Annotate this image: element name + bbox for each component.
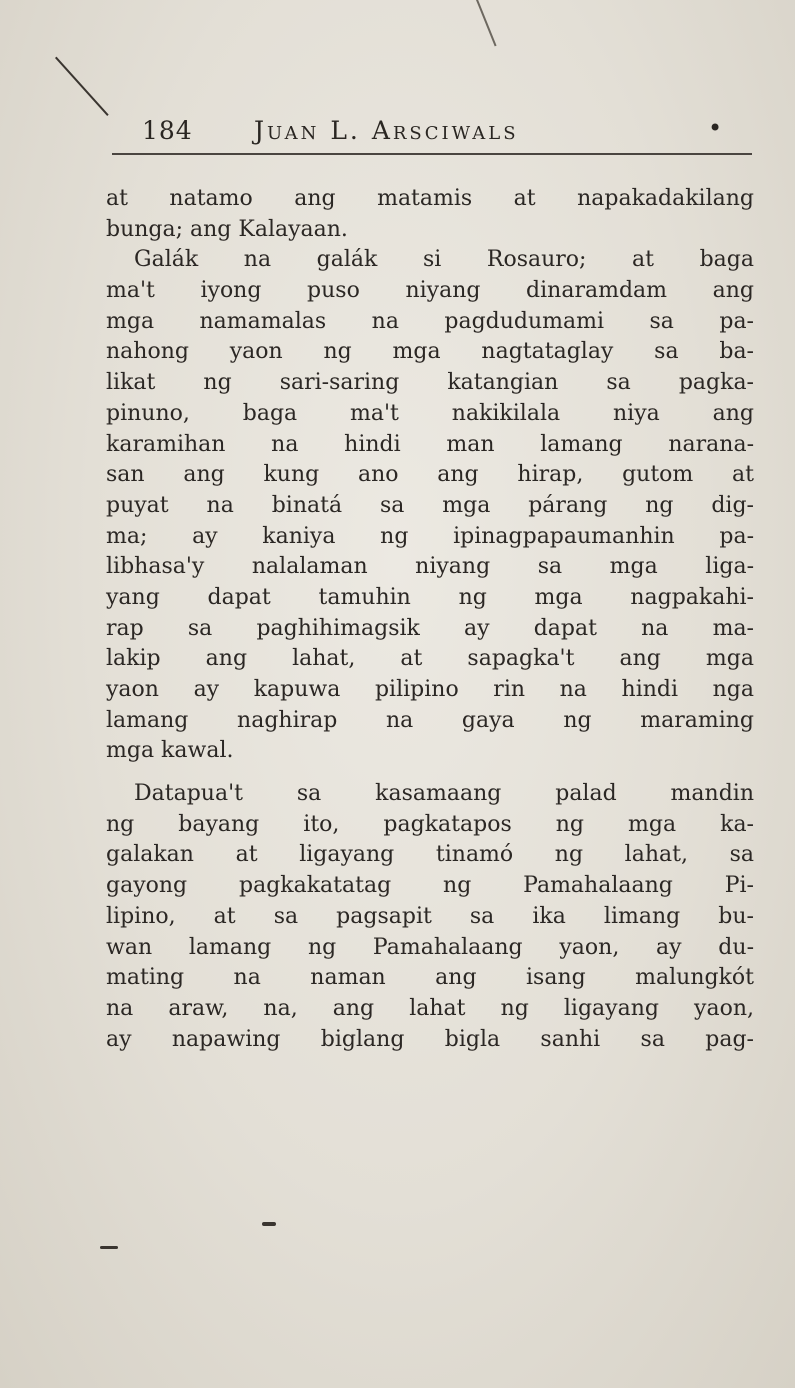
text-line: mating na naman ang isang malungkót [106,965,754,991]
text-line: rap sa paghihimagsik ay dapat na ma- [106,615,754,641]
text-line: galakan at ligayang tinamó ng lahat, sa [106,842,754,868]
text-line: nahong yaon ng mga nagtataglay sa ba- [106,339,754,365]
body-text [106,184,754,1055]
ink-mark [262,1222,276,1226]
text-line: ng bayang ito, pagkatapos ng mga ka- [106,811,754,837]
text-line: likat ng sari-saring katangian sa pagka- [106,370,754,396]
page-scratch-mark [476,0,497,46]
text-line: bunga; ang Kalayaan. [106,216,348,242]
text-line: karamihan na hindi man lamang narana- [106,431,754,457]
text-line: na araw, na, ang lahat ng ligayang yaon, [106,995,754,1021]
text-line: at natamo ang matamis at napakadakilang [106,186,754,211]
text-line: Galák na galák si Rosauro; at baga [134,247,754,273]
text-line: pinuno, baga ma't nakikilala niya ang [106,400,754,426]
text-line: san ang kung ano ang hirap, gutom at [106,462,754,488]
text-line: lipino, at sa pagsapit sa ika limang bu- [106,903,754,929]
text-line: yang dapat tamuhin ng mga nagpakahi- [106,584,754,610]
paragraph-2 [106,779,754,1055]
paragraph-1 [106,184,754,767]
page-scratch-mark [55,57,109,116]
header-rule [112,153,752,155]
page-number: 184 [142,116,193,145]
text-line: wan lamang ng Pamahalaang yaon, ay du- [106,934,754,960]
text-line: libhasa'y nalalaman niyang sa mga liga- [106,554,754,580]
text-line: yaon ay kapuwa pilipino rin na hindi nga [106,677,754,702]
ink-mark [100,1246,118,1249]
text-line: ay napawing biglang bigla sanhi sa pag- [106,1026,754,1052]
text-line: mga namamalas na pagdudumami sa pa- [106,308,754,334]
text-line: ma't iyong puso niyang dinaramdam ang [106,278,754,304]
running-head [112,108,752,152]
text-line: mga kawal. [106,738,234,764]
text-line: Datapua't sa kasamaang palad mandin [134,781,754,807]
text-line: puyat na binatá sa mga párang ng dig- [106,492,754,518]
text-line: lakip ang lahat, at sapagka't ang mga [106,646,754,672]
text-line: gayong pagkakatatag ng Pamahalaang Pi- [106,873,754,899]
running-head-title: Juan L. Arsciwals [254,116,519,145]
running-head-dot: • [708,114,723,142]
text-line: lamang naghirap na gaya ng maraming [106,707,754,733]
text-line: ma; ay kaniya ng ipinagpapaumanhin pa- [106,523,754,549]
